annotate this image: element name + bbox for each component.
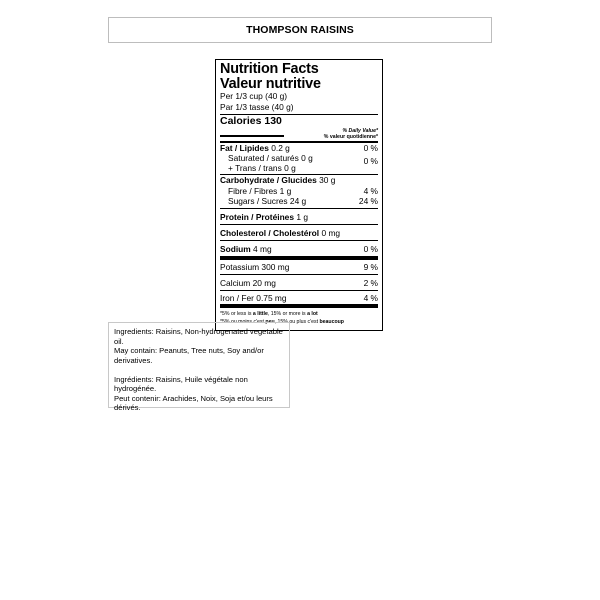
fat-value: 0.2 g: [271, 143, 290, 154]
footnote-fr-text: *5% ou moins c'est: [220, 318, 266, 325]
serving-size-fr: Par 1/3 tasse (40 g): [220, 102, 294, 113]
cholesterol-label: Cholesterol / Cholestérol: [220, 227, 320, 238]
carb-label: Carbohydrate / Glucides: [220, 175, 317, 186]
product-title: THOMPSON RAISINS: [246, 24, 354, 36]
footnote-fr-beaucoup: beaucoup: [319, 318, 344, 325]
saturated-label: Saturated / saturés 0 g: [228, 153, 313, 164]
fibre-pct: 4 %: [363, 185, 378, 196]
sugars-row: [220, 196, 378, 206]
calories-label: Calories 130: [220, 115, 282, 128]
daily-value-header-en: % Daily Value*: [342, 127, 378, 134]
may-contain-fr: Peut contenir: Arachides, Noix, Soja et/ou leurs dérivés.: [114, 393, 273, 413]
sat-trans-pct: 0 %: [363, 156, 378, 167]
sugars-pct: 24 %: [358, 195, 378, 206]
carb-value: 30 g: [319, 175, 336, 186]
calories-block: [220, 115, 284, 140]
calcium-label: Calcium 20 mg: [220, 278, 276, 288]
product-title-box: [108, 17, 492, 43]
sugars-label: Sugars / Sucres 24 g: [228, 195, 307, 206]
fibre-label: Fibre / Fibres 1 g: [228, 185, 292, 196]
footnote-en: [220, 311, 378, 319]
cholesterol-row: [220, 225, 378, 240]
protein-row: [220, 209, 378, 224]
divider-thick: [220, 304, 378, 308]
calories-underline: [220, 135, 284, 137]
fibre-row: [220, 186, 378, 196]
ingredients-box: [108, 322, 290, 413]
footnote-en-lot: a lot: [307, 311, 318, 318]
sat-trans-row: [220, 153, 378, 173]
iron-pct: 4 %: [363, 293, 378, 304]
sodium-label: Sodium: [220, 243, 251, 254]
footnote-en-little: a little: [252, 311, 268, 318]
trans-label: + Trans / trans 0 g: [228, 163, 296, 174]
calories-row: [220, 115, 378, 141]
potassium-row: [220, 260, 378, 274]
serving-size-en: Per 1/3 cup (40 g): [220, 91, 288, 102]
calcium-row: [220, 275, 378, 290]
potassium-pct: 9 %: [363, 261, 378, 272]
iron-label: Iron / Fer 0.75 mg: [220, 293, 287, 304]
fat-row: [220, 143, 378, 153]
calcium-pct: 2 %: [363, 278, 378, 288]
fat-label-block: [220, 143, 290, 153]
protein-label: Protein / Protéines: [220, 211, 294, 222]
carb-row: [220, 175, 378, 185]
sodium-row: [220, 241, 378, 256]
ingredients-en: Ingredients: Raisins, Non-hydrogenated vegetable oil.: [114, 327, 283, 346]
sodium-pct: 0 %: [363, 243, 378, 254]
nutrition-facts-table: [215, 59, 383, 331]
footnote-fr-peu: peu: [265, 318, 275, 325]
nutrition-title-fr: Valeur nutritive: [220, 75, 321, 92]
cholesterol-value: 0 mg: [321, 227, 341, 238]
sat-trans-block: [220, 153, 313, 173]
iron-row: [220, 291, 378, 304]
daily-value-header: [324, 128, 378, 140]
fat-label: Fat / Lipides: [220, 143, 269, 154]
daily-value-header-fr: % valeur quotidienne*: [323, 133, 378, 140]
ingredients-fr: Ingrédients: Raisins, Huile végétale non hydrogénée.: [114, 374, 248, 394]
footnote-fr-text-2: , 15% ou plus c'est: [274, 318, 320, 325]
may-contain-en: May contain: Peanuts, Tree nuts, Soy and/or derivatives.: [114, 346, 264, 365]
spacer: [114, 366, 284, 375]
nutrition-title-en: Nutrition Facts: [220, 61, 319, 77]
fat-pct: 0 %: [363, 143, 378, 154]
footnote-en-text-2: , 15% or more is: [267, 311, 308, 318]
sodium-value: 4 mg: [253, 243, 272, 254]
potassium-label: Potassium 300 mg: [220, 261, 290, 272]
protein-value: 1 g: [296, 211, 308, 222]
footnote-en-text: *5% or less is: [220, 311, 253, 318]
